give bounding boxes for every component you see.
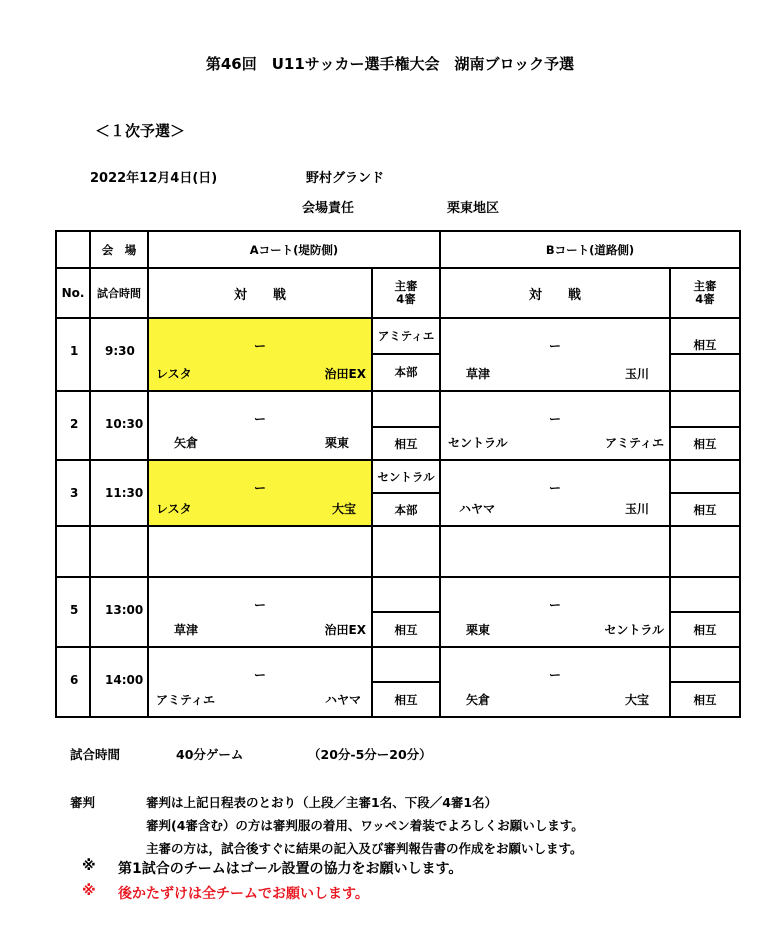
referee-fourth-a: 本部 — [372, 493, 440, 526]
referee-main-a: セントラル — [372, 460, 440, 493]
home-team: 矢倉 — [466, 693, 491, 707]
header-venue: 会 場 — [90, 231, 148, 268]
away-team: セントラル — [604, 623, 664, 637]
referee-cell-a — [372, 526, 440, 577]
row-number-cell — [56, 577, 90, 647]
match-cell-a — [148, 460, 372, 526]
versus-dash: ー — [253, 481, 267, 495]
match-time-value: 40分ゲーム — [176, 747, 244, 762]
referee-label: 審判 — [70, 795, 96, 810]
match-time: 13:00 — [105, 603, 144, 617]
away-team: 治田EX — [324, 367, 366, 381]
referee-cell-b — [670, 526, 740, 577]
referee-main-a: アミティエ — [372, 318, 440, 354]
referee-line-2: 審判(4審含む）の方は審判服の着用、ワッペン着装でよろしくお願いします。 — [146, 818, 584, 833]
row-number: 2 — [70, 417, 79, 431]
header-ref-b: 主審 4審 — [670, 268, 740, 318]
referee-main-b — [670, 460, 740, 493]
referee-main-b — [670, 577, 740, 612]
versus-dash: ー — [253, 598, 267, 612]
referee-line-1: 審判は上記日程表のとおり（上段／主審1名、下段／4審1名） — [146, 795, 498, 810]
versus-dash: ー — [548, 339, 562, 353]
row-number-cell — [56, 526, 90, 577]
referee-fourth-b: 相互 — [670, 612, 740, 647]
match-cell-b — [440, 577, 670, 647]
home-team: 栗東 — [466, 623, 491, 637]
match-cell-b — [440, 647, 670, 717]
match-time-label: 試合時間 — [70, 747, 121, 762]
header-ref-a: 主審 4審 — [372, 268, 440, 318]
note-mark-2: ※ — [82, 883, 96, 899]
versus-dash: ー — [253, 339, 267, 353]
row-number-cell — [56, 391, 90, 460]
referee-fourth-a: 相互 — [372, 427, 440, 460]
home-team: アミティエ — [156, 693, 216, 707]
match-time: 10:30 — [105, 417, 144, 431]
referee-fourth-a: 本部 — [372, 354, 440, 391]
match-time: 14:00 — [105, 673, 144, 687]
referee-main-b — [670, 647, 740, 682]
responsible-value: 栗東地区 — [447, 201, 500, 216]
referee-fourth-a: 相互 — [372, 682, 440, 717]
referee-fourth-b: 相互 — [670, 682, 740, 717]
note-goal-setup: 第1試合のチームはゴール設置の協力をお願いします。 — [118, 861, 463, 877]
versus-dash: ー — [548, 412, 562, 426]
table-row — [56, 647, 740, 682]
home-team: 草津 — [466, 367, 491, 381]
match-time: 9:30 — [105, 344, 135, 358]
away-team: ハヤマ — [324, 693, 361, 707]
table-row — [56, 391, 740, 427]
versus-dash: ー — [548, 668, 562, 682]
home-team: 矢倉 — [174, 436, 199, 450]
away-team: 治田EX — [324, 623, 366, 637]
referee-main-a — [372, 647, 440, 682]
header-row-columns — [56, 268, 740, 318]
row-time-cell — [90, 391, 148, 460]
versus-dash: ー — [253, 668, 267, 682]
row-number-cell — [56, 460, 90, 526]
away-team: 玉川 — [624, 367, 649, 381]
row-time-cell — [90, 647, 148, 717]
row-number: 5 — [70, 603, 79, 617]
match-cell-b — [440, 318, 670, 391]
versus-dash: ー — [253, 412, 267, 426]
table-row-empty — [56, 526, 740, 577]
home-team: セントラル — [448, 436, 508, 450]
away-team: アミティエ — [604, 436, 664, 450]
header-row-venue — [56, 231, 740, 268]
page-title: 第46回 U11サッカー選手権大会 湖南ブロック予選 — [205, 55, 575, 73]
event-date: 2022年12月4日(日) — [90, 171, 218, 186]
referee-main-a — [372, 391, 440, 427]
header-no: No. — [56, 268, 90, 318]
header-empty-cell — [56, 231, 90, 268]
home-team: ハヤマ — [459, 502, 496, 516]
away-team: 玉川 — [624, 502, 649, 516]
header-time: 試合時間 — [90, 268, 148, 318]
referee-fourth-b: 相互 — [670, 427, 740, 460]
away-team: 大宝 — [331, 502, 356, 516]
round-subtitle: ＜１次予選＞ — [95, 122, 186, 140]
match-cell-a — [148, 577, 372, 647]
away-team: 栗東 — [324, 436, 349, 450]
event-venue: 野村グランド — [306, 171, 385, 186]
match-cell-b — [440, 460, 670, 526]
match-cell-a — [148, 526, 372, 577]
versus-dash: ー — [548, 481, 562, 495]
home-team: レスタ — [156, 502, 192, 516]
row-number: 3 — [70, 486, 79, 500]
header-court-b: Bコート(道路側) — [440, 231, 740, 268]
versus-dash: ー — [548, 598, 562, 612]
referee-line-3: 主審の方は，試合後すぐに結果の記入及び審判報告書の作成をお願いします。 — [146, 841, 583, 856]
header-match-b: 対 戦 — [440, 268, 670, 318]
match-cell-a — [148, 647, 372, 717]
referee-main-b: 相互 — [670, 318, 740, 354]
table-row — [56, 318, 740, 354]
home-team: レスタ — [156, 367, 192, 381]
row-number-cell — [56, 647, 90, 717]
referee-fourth-a: 相互 — [372, 612, 440, 647]
row-time-cell — [90, 577, 148, 647]
row-time-cell — [90, 526, 148, 577]
match-time: 11:30 — [105, 486, 144, 500]
row-number: 1 — [70, 344, 79, 358]
note-mark-1: ※ — [82, 858, 96, 874]
row-number: 6 — [70, 673, 79, 687]
referee-main-b — [670, 391, 740, 427]
row-time-cell — [90, 460, 148, 526]
referee-fourth-b — [670, 354, 740, 391]
match-cell-b — [440, 391, 670, 460]
note-cleanup: 後かたずけは全チームでお願いします。 — [118, 886, 369, 902]
header-match-a: 対 戦 — [148, 268, 372, 318]
away-team: 大宝 — [624, 693, 649, 707]
match-cell-a — [148, 318, 372, 391]
home-team: 草津 — [174, 623, 199, 637]
referee-main-a — [372, 577, 440, 612]
row-number-cell — [56, 318, 90, 391]
row-time-cell — [90, 318, 148, 391]
table-row — [56, 577, 740, 612]
schedule-table — [55, 230, 741, 718]
header-court-a: Aコート(堤防側) — [148, 231, 440, 268]
match-cell-b — [440, 526, 670, 577]
referee-fourth-b: 相互 — [670, 493, 740, 526]
responsible-label: 会場責任 — [302, 201, 355, 216]
match-cell-a — [148, 391, 372, 460]
table-row — [56, 460, 740, 493]
match-time-detail: （20分-5分ー20分） — [308, 747, 432, 762]
